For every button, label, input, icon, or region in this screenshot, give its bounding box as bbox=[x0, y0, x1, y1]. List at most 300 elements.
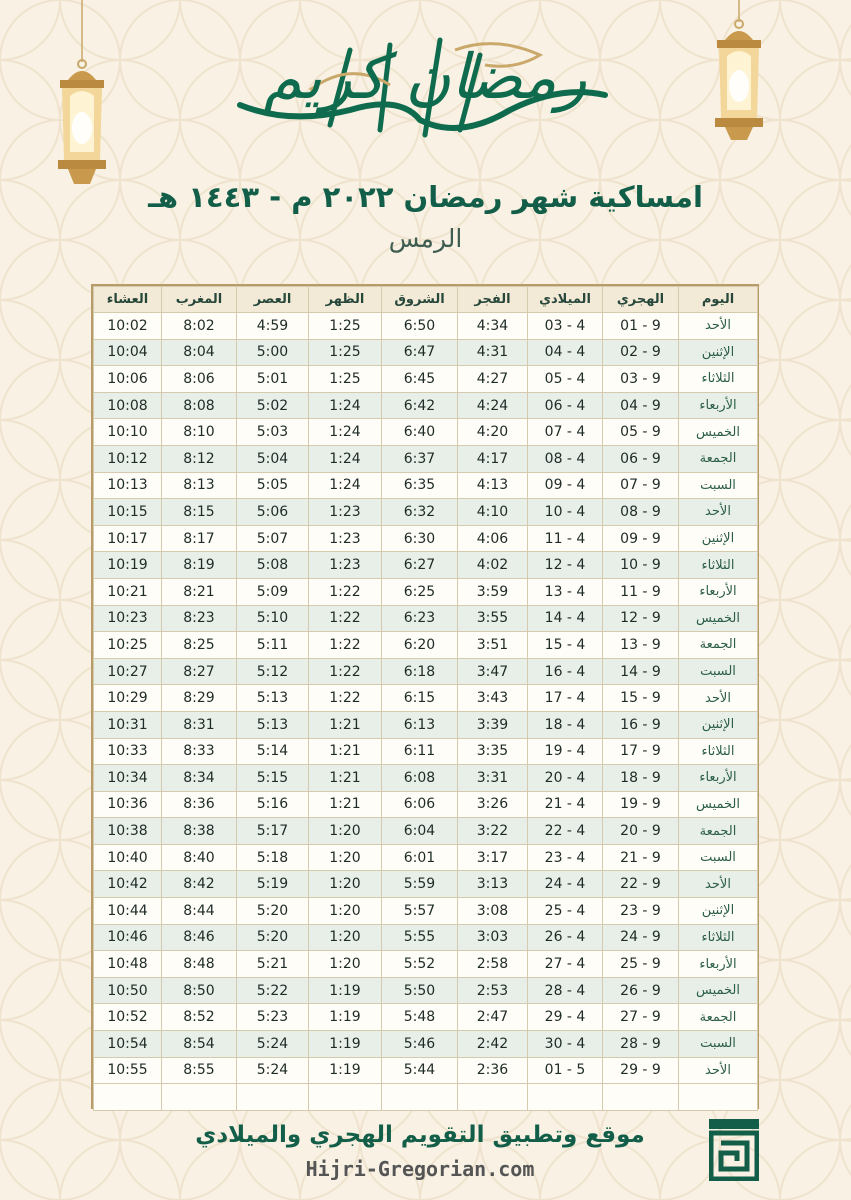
cell-sunrise: 6:08 bbox=[382, 765, 458, 792]
cell-hijri: 09 - 9 bbox=[603, 525, 679, 552]
footer-site-description: موقع وتطبيق التقويم الهجري والميلادي bbox=[195, 1122, 645, 1148]
cell-fajr: 3:39 bbox=[458, 711, 528, 738]
cell-hijri: 14 - 9 bbox=[603, 658, 679, 685]
cell-day: الثلاثاء bbox=[679, 924, 758, 951]
cell-hijri: 19 - 9 bbox=[603, 791, 679, 818]
cell-maghrib: 8:17 bbox=[162, 525, 237, 552]
cell-maghrib: 8:12 bbox=[162, 445, 237, 472]
cell-fajr: 4:06 bbox=[458, 525, 528, 552]
cell-hijri: 13 - 9 bbox=[603, 632, 679, 659]
cell-isha: 10:52 bbox=[94, 1004, 162, 1031]
cell-isha: 10:42 bbox=[94, 871, 162, 898]
cell-gregorian: 26 - 4 bbox=[528, 924, 603, 951]
cell-empty bbox=[528, 1084, 603, 1111]
table-row bbox=[94, 1004, 758, 1031]
cell-sunrise: 6:20 bbox=[382, 632, 458, 659]
cell-fajr: 4:34 bbox=[458, 313, 528, 340]
cell-fajr: 3:03 bbox=[458, 924, 528, 951]
cell-dhuhr: 1:21 bbox=[309, 711, 382, 738]
cell-isha: 10:02 bbox=[94, 313, 162, 340]
cell-fajr: 4:24 bbox=[458, 392, 528, 419]
cell-sunrise: 6:11 bbox=[382, 738, 458, 765]
cell-hijri: 01 - 9 bbox=[603, 313, 679, 340]
cell-isha: 10:46 bbox=[94, 924, 162, 951]
cell-dhuhr: 1:19 bbox=[309, 977, 382, 1004]
cell-asr: 5:11 bbox=[237, 632, 309, 659]
column-header-fajr: الفجر bbox=[458, 287, 528, 313]
cell-day: الإثنين bbox=[679, 711, 758, 738]
cell-dhuhr: 1:23 bbox=[309, 499, 382, 526]
table-row bbox=[94, 818, 758, 845]
cell-dhuhr: 1:22 bbox=[309, 632, 382, 659]
cell-maghrib: 8:34 bbox=[162, 765, 237, 792]
cell-fajr: 3:31 bbox=[458, 765, 528, 792]
cell-empty bbox=[94, 1084, 162, 1111]
cell-fajr: 2:47 bbox=[458, 1004, 528, 1031]
cell-gregorian: 12 - 4 bbox=[528, 552, 603, 579]
cell-isha: 10:08 bbox=[94, 392, 162, 419]
cell-gregorian: 05 - 4 bbox=[528, 366, 603, 393]
cell-maghrib: 8:10 bbox=[162, 419, 237, 446]
cell-sunrise: 6:47 bbox=[382, 339, 458, 366]
cell-dhuhr: 1:22 bbox=[309, 685, 382, 712]
cell-gregorian: 16 - 4 bbox=[528, 658, 603, 685]
cell-sunrise: 5:57 bbox=[382, 898, 458, 925]
cell-maghrib: 8:36 bbox=[162, 791, 237, 818]
cell-fajr: 4:17 bbox=[458, 445, 528, 472]
cell-gregorian: 29 - 4 bbox=[528, 1004, 603, 1031]
cell-hijri: 03 - 9 bbox=[603, 366, 679, 393]
table-row bbox=[94, 844, 758, 871]
cell-fajr: 2:53 bbox=[458, 977, 528, 1004]
cell-maghrib: 8:25 bbox=[162, 632, 237, 659]
cell-hijri: 12 - 9 bbox=[603, 605, 679, 632]
cell-sunrise: 6:01 bbox=[382, 844, 458, 871]
cell-sunrise: 6:23 bbox=[382, 605, 458, 632]
cell-gregorian: 08 - 4 bbox=[528, 445, 603, 472]
column-header-isha: العشاء bbox=[94, 287, 162, 313]
cell-empty bbox=[382, 1084, 458, 1111]
cell-day: الأربعاء bbox=[679, 951, 758, 978]
cell-dhuhr: 1:24 bbox=[309, 472, 382, 499]
column-header-asr: العصر bbox=[237, 287, 309, 313]
cell-fajr: 3:13 bbox=[458, 871, 528, 898]
cell-asr: 5:21 bbox=[237, 951, 309, 978]
cell-day: الجمعة bbox=[679, 818, 758, 845]
table-row bbox=[94, 445, 758, 472]
cell-maghrib: 8:48 bbox=[162, 951, 237, 978]
cell-hijri: 21 - 9 bbox=[603, 844, 679, 871]
cell-fajr: 3:26 bbox=[458, 791, 528, 818]
cell-isha: 10:10 bbox=[94, 419, 162, 446]
cell-dhuhr: 1:25 bbox=[309, 313, 382, 340]
cell-isha: 10:25 bbox=[94, 632, 162, 659]
table-row bbox=[94, 977, 758, 1004]
cell-gregorian: 28 - 4 bbox=[528, 977, 603, 1004]
cell-sunrise: 5:48 bbox=[382, 1004, 458, 1031]
cell-dhuhr: 1:20 bbox=[309, 844, 382, 871]
cell-asr: 5:05 bbox=[237, 472, 309, 499]
cell-day: السبت bbox=[679, 472, 758, 499]
cell-hijri: 29 - 9 bbox=[603, 1057, 679, 1084]
cell-dhuhr: 1:23 bbox=[309, 552, 382, 579]
cell-asr: 5:17 bbox=[237, 818, 309, 845]
cell-isha: 10:48 bbox=[94, 951, 162, 978]
cell-hijri: 17 - 9 bbox=[603, 738, 679, 765]
column-header-maghrib: المغرب bbox=[162, 287, 237, 313]
table-row bbox=[94, 499, 758, 526]
cell-asr: 4:59 bbox=[237, 313, 309, 340]
cell-fajr: 4:13 bbox=[458, 472, 528, 499]
table-row bbox=[94, 605, 758, 632]
cell-dhuhr: 1:23 bbox=[309, 525, 382, 552]
cell-hijri: 18 - 9 bbox=[603, 765, 679, 792]
cell-day: الأحد bbox=[679, 1057, 758, 1084]
cell-sunrise: 6:27 bbox=[382, 552, 458, 579]
cell-sunrise: 6:45 bbox=[382, 366, 458, 393]
cell-empty bbox=[162, 1084, 237, 1111]
table-row bbox=[94, 765, 758, 792]
cell-asr: 5:23 bbox=[237, 1004, 309, 1031]
cell-asr: 5:08 bbox=[237, 552, 309, 579]
cell-fajr: 4:20 bbox=[458, 419, 528, 446]
cell-asr: 5:24 bbox=[237, 1057, 309, 1084]
cell-maghrib: 8:08 bbox=[162, 392, 237, 419]
cell-fajr: 3:08 bbox=[458, 898, 528, 925]
table-row bbox=[94, 871, 758, 898]
cell-maghrib: 8:54 bbox=[162, 1031, 237, 1058]
cell-hijri: 24 - 9 bbox=[603, 924, 679, 951]
cell-fajr: 4:02 bbox=[458, 552, 528, 579]
cell-fajr: 3:55 bbox=[458, 605, 528, 632]
cell-hijri: 16 - 9 bbox=[603, 711, 679, 738]
cell-asr: 5:02 bbox=[237, 392, 309, 419]
cell-day: الثلاثاء bbox=[679, 738, 758, 765]
cell-hijri: 23 - 9 bbox=[603, 898, 679, 925]
cell-maghrib: 8:21 bbox=[162, 578, 237, 605]
cell-day: الخميس bbox=[679, 419, 758, 446]
cell-gregorian: 20 - 4 bbox=[528, 765, 603, 792]
cell-sunrise: 5:52 bbox=[382, 951, 458, 978]
cell-gregorian: 24 - 4 bbox=[528, 871, 603, 898]
cell-asr: 5:13 bbox=[237, 685, 309, 712]
cell-empty bbox=[309, 1084, 382, 1111]
cell-day: الإثنين bbox=[679, 898, 758, 925]
cell-maghrib: 8:44 bbox=[162, 898, 237, 925]
cell-asr: 5:04 bbox=[237, 445, 309, 472]
imsakiya-table bbox=[93, 286, 758, 1111]
cell-isha: 10:17 bbox=[94, 525, 162, 552]
cell-hijri: 04 - 9 bbox=[603, 392, 679, 419]
cell-empty bbox=[237, 1084, 309, 1111]
cell-fajr: 2:42 bbox=[458, 1031, 528, 1058]
cell-gregorian: 04 - 4 bbox=[528, 339, 603, 366]
cell-sunrise: 6:25 bbox=[382, 578, 458, 605]
cell-fajr: 2:58 bbox=[458, 951, 528, 978]
cell-fajr: 3:43 bbox=[458, 685, 528, 712]
cell-empty bbox=[603, 1084, 679, 1111]
cell-isha: 10:21 bbox=[94, 578, 162, 605]
cell-maghrib: 8:19 bbox=[162, 552, 237, 579]
cell-maghrib: 8:15 bbox=[162, 499, 237, 526]
cell-day: الأحد bbox=[679, 313, 758, 340]
cell-asr: 5:19 bbox=[237, 871, 309, 898]
cell-asr: 5:06 bbox=[237, 499, 309, 526]
cell-hijri: 11 - 9 bbox=[603, 578, 679, 605]
cell-sunrise: 6:13 bbox=[382, 711, 458, 738]
cell-asr: 5:12 bbox=[237, 658, 309, 685]
cell-asr: 5:22 bbox=[237, 977, 309, 1004]
cell-gregorian: 13 - 4 bbox=[528, 578, 603, 605]
table-body bbox=[94, 313, 758, 1111]
lantern-right-icon bbox=[706, 0, 772, 145]
cell-gregorian: 09 - 4 bbox=[528, 472, 603, 499]
cell-sunrise: 5:44 bbox=[382, 1057, 458, 1084]
cell-hijri: 02 - 9 bbox=[603, 339, 679, 366]
cell-day: السبت bbox=[679, 658, 758, 685]
cell-isha: 10:33 bbox=[94, 738, 162, 765]
cell-dhuhr: 1:20 bbox=[309, 924, 382, 951]
cell-sunrise: 6:18 bbox=[382, 658, 458, 685]
cell-asr: 5:03 bbox=[237, 419, 309, 446]
cell-fajr: 3:59 bbox=[458, 578, 528, 605]
cell-isha: 10:27 bbox=[94, 658, 162, 685]
hijri-gregorian-logo-icon bbox=[709, 1119, 759, 1181]
cell-dhuhr: 1:20 bbox=[309, 898, 382, 925]
cell-dhuhr: 1:24 bbox=[309, 445, 382, 472]
cell-hijri: 28 - 9 bbox=[603, 1031, 679, 1058]
cell-fajr: 3:22 bbox=[458, 818, 528, 845]
cell-asr: 5:09 bbox=[237, 578, 309, 605]
cell-day: الجمعة bbox=[679, 632, 758, 659]
cell-sunrise: 6:35 bbox=[382, 472, 458, 499]
cell-asr: 5:16 bbox=[237, 791, 309, 818]
cell-dhuhr: 1:19 bbox=[309, 1057, 382, 1084]
cell-dhuhr: 1:20 bbox=[309, 951, 382, 978]
cell-hijri: 27 - 9 bbox=[603, 1004, 679, 1031]
cell-day: الجمعة bbox=[679, 1004, 758, 1031]
cell-sunrise: 6:04 bbox=[382, 818, 458, 845]
cell-dhuhr: 1:25 bbox=[309, 339, 382, 366]
cell-isha: 10:04 bbox=[94, 339, 162, 366]
city-name: الرمس bbox=[388, 224, 463, 253]
table-row bbox=[94, 738, 758, 765]
cell-dhuhr: 1:21 bbox=[309, 765, 382, 792]
cell-dhuhr: 1:24 bbox=[309, 392, 382, 419]
column-header-day: اليوم bbox=[679, 287, 758, 313]
cell-hijri: 20 - 9 bbox=[603, 818, 679, 845]
lantern-left-icon bbox=[48, 0, 116, 190]
cell-gregorian: 23 - 4 bbox=[528, 844, 603, 871]
cell-maghrib: 8:33 bbox=[162, 738, 237, 765]
cell-gregorian: 27 - 4 bbox=[528, 951, 603, 978]
cell-day: السبت bbox=[679, 1031, 758, 1058]
cell-hijri: 15 - 9 bbox=[603, 685, 679, 712]
cell-dhuhr: 1:21 bbox=[309, 738, 382, 765]
cell-sunrise: 6:30 bbox=[382, 525, 458, 552]
table-row bbox=[94, 525, 758, 552]
cell-dhuhr: 1:19 bbox=[309, 1031, 382, 1058]
cell-asr: 5:00 bbox=[237, 339, 309, 366]
cell-asr: 5:24 bbox=[237, 1031, 309, 1058]
cell-maghrib: 8:13 bbox=[162, 472, 237, 499]
cell-isha: 10:54 bbox=[94, 1031, 162, 1058]
table-row-empty bbox=[94, 1084, 758, 1111]
cell-sunrise: 6:15 bbox=[382, 685, 458, 712]
cell-sunrise: 5:59 bbox=[382, 871, 458, 898]
cell-gregorian: 25 - 4 bbox=[528, 898, 603, 925]
cell-day: الثلاثاء bbox=[679, 552, 758, 579]
cell-isha: 10:12 bbox=[94, 445, 162, 472]
cell-hijri: 05 - 9 bbox=[603, 419, 679, 446]
cell-sunrise: 6:50 bbox=[382, 313, 458, 340]
table-row bbox=[94, 711, 758, 738]
cell-isha: 10:40 bbox=[94, 844, 162, 871]
cell-day: السبت bbox=[679, 844, 758, 871]
cell-isha: 10:38 bbox=[94, 818, 162, 845]
cell-asr: 5:13 bbox=[237, 711, 309, 738]
cell-sunrise: 6:32 bbox=[382, 499, 458, 526]
cell-day: الخميس bbox=[679, 791, 758, 818]
cell-maghrib: 8:29 bbox=[162, 685, 237, 712]
column-header-sunrise: الشروق bbox=[382, 287, 458, 313]
cell-sunrise: 6:42 bbox=[382, 392, 458, 419]
cell-asr: 5:20 bbox=[237, 898, 309, 925]
cell-dhuhr: 1:22 bbox=[309, 605, 382, 632]
cell-fajr: 3:51 bbox=[458, 632, 528, 659]
cell-asr: 5:14 bbox=[237, 738, 309, 765]
cell-gregorian: 11 - 4 bbox=[528, 525, 603, 552]
ramadan-kareem-calligraphy: رمضان كريم bbox=[263, 40, 587, 113]
table-row bbox=[94, 1057, 758, 1084]
cell-day: الأربعاء bbox=[679, 765, 758, 792]
table-row bbox=[94, 419, 758, 446]
table-row bbox=[94, 392, 758, 419]
cell-gregorian: 01 - 5 bbox=[528, 1057, 603, 1084]
table-row bbox=[94, 472, 758, 499]
cell-isha: 10:55 bbox=[94, 1057, 162, 1084]
cell-maghrib: 8:55 bbox=[162, 1057, 237, 1084]
cell-isha: 10:36 bbox=[94, 791, 162, 818]
cell-isha: 10:23 bbox=[94, 605, 162, 632]
cell-gregorian: 30 - 4 bbox=[528, 1031, 603, 1058]
cell-day: الخميس bbox=[679, 977, 758, 1004]
cell-fajr: 4:10 bbox=[458, 499, 528, 526]
cell-asr: 5:01 bbox=[237, 366, 309, 393]
cell-hijri: 06 - 9 bbox=[603, 445, 679, 472]
cell-fajr: 4:31 bbox=[458, 339, 528, 366]
table-row bbox=[94, 791, 758, 818]
table-row bbox=[94, 1031, 758, 1058]
cell-isha: 10:34 bbox=[94, 765, 162, 792]
cell-gregorian: 10 - 4 bbox=[528, 499, 603, 526]
cell-sunrise: 6:37 bbox=[382, 445, 458, 472]
cell-fajr: 3:35 bbox=[458, 738, 528, 765]
cell-sunrise: 6:40 bbox=[382, 419, 458, 446]
table-row bbox=[94, 632, 758, 659]
cell-dhuhr: 1:21 bbox=[309, 791, 382, 818]
cell-isha: 10:29 bbox=[94, 685, 162, 712]
cell-fajr: 3:47 bbox=[458, 658, 528, 685]
cell-day: الإثنين bbox=[679, 525, 758, 552]
cell-dhuhr: 1:24 bbox=[309, 419, 382, 446]
cell-asr: 5:15 bbox=[237, 765, 309, 792]
cell-maghrib: 8:23 bbox=[162, 605, 237, 632]
cell-maghrib: 8:27 bbox=[162, 658, 237, 685]
table-row bbox=[94, 578, 758, 605]
cell-gregorian: 06 - 4 bbox=[528, 392, 603, 419]
cell-sunrise: 6:06 bbox=[382, 791, 458, 818]
cell-maghrib: 8:38 bbox=[162, 818, 237, 845]
cell-isha: 10:06 bbox=[94, 366, 162, 393]
cell-day: الأحد bbox=[679, 499, 758, 526]
cell-isha: 10:44 bbox=[94, 898, 162, 925]
cell-gregorian: 07 - 4 bbox=[528, 419, 603, 446]
cell-sunrise: 5:46 bbox=[382, 1031, 458, 1058]
cell-gregorian: 17 - 4 bbox=[528, 685, 603, 712]
cell-isha: 10:13 bbox=[94, 472, 162, 499]
cell-sunrise: 5:55 bbox=[382, 924, 458, 951]
cell-maghrib: 8:52 bbox=[162, 1004, 237, 1031]
cell-empty bbox=[679, 1084, 758, 1111]
cell-fajr: 3:17 bbox=[458, 844, 528, 871]
footer-url: Hijri-Gregorian.com bbox=[305, 1157, 535, 1181]
cell-maghrib: 8:02 bbox=[162, 313, 237, 340]
cell-gregorian: 19 - 4 bbox=[528, 738, 603, 765]
cell-dhuhr: 1:20 bbox=[309, 871, 382, 898]
table-row bbox=[94, 313, 758, 340]
cell-hijri: 08 - 9 bbox=[603, 499, 679, 526]
cell-fajr: 4:27 bbox=[458, 366, 528, 393]
cell-isha: 10:50 bbox=[94, 977, 162, 1004]
cell-asr: 5:07 bbox=[237, 525, 309, 552]
table-row bbox=[94, 552, 758, 579]
cell-day: الأحد bbox=[679, 685, 758, 712]
cell-fajr: 2:36 bbox=[458, 1057, 528, 1084]
column-header-gregorian: الميلادي bbox=[528, 287, 603, 313]
cell-maghrib: 8:46 bbox=[162, 924, 237, 951]
cell-hijri: 07 - 9 bbox=[603, 472, 679, 499]
table-row bbox=[94, 898, 758, 925]
cell-day: الأربعاء bbox=[679, 578, 758, 605]
cell-maghrib: 8:42 bbox=[162, 871, 237, 898]
cell-day: الأربعاء bbox=[679, 392, 758, 419]
cell-isha: 10:15 bbox=[94, 499, 162, 526]
cell-day: الثلاثاء bbox=[679, 366, 758, 393]
table-header-row bbox=[94, 287, 758, 313]
cell-day: الإثنين bbox=[679, 339, 758, 366]
cell-maghrib: 8:06 bbox=[162, 366, 237, 393]
column-header-hijri: الهجري bbox=[603, 287, 679, 313]
cell-dhuhr: 1:22 bbox=[309, 578, 382, 605]
page-title: امساكية شهر رمضان ٢٠٢٢ م - ١٤٤٣ هـ bbox=[148, 180, 703, 214]
imsakiya-table-container bbox=[91, 284, 759, 1109]
table-row bbox=[94, 339, 758, 366]
cell-hijri: 10 - 9 bbox=[603, 552, 679, 579]
table-row bbox=[94, 951, 758, 978]
cell-sunrise: 5:50 bbox=[382, 977, 458, 1004]
cell-dhuhr: 1:25 bbox=[309, 366, 382, 393]
cell-isha: 10:31 bbox=[94, 711, 162, 738]
cell-maghrib: 8:40 bbox=[162, 844, 237, 871]
cell-day: الأحد bbox=[679, 871, 758, 898]
cell-dhuhr: 1:19 bbox=[309, 1004, 382, 1031]
table-row bbox=[94, 366, 758, 393]
cell-maghrib: 8:50 bbox=[162, 977, 237, 1004]
cell-gregorian: 22 - 4 bbox=[528, 818, 603, 845]
cell-hijri: 22 - 9 bbox=[603, 871, 679, 898]
table-row bbox=[94, 924, 758, 951]
